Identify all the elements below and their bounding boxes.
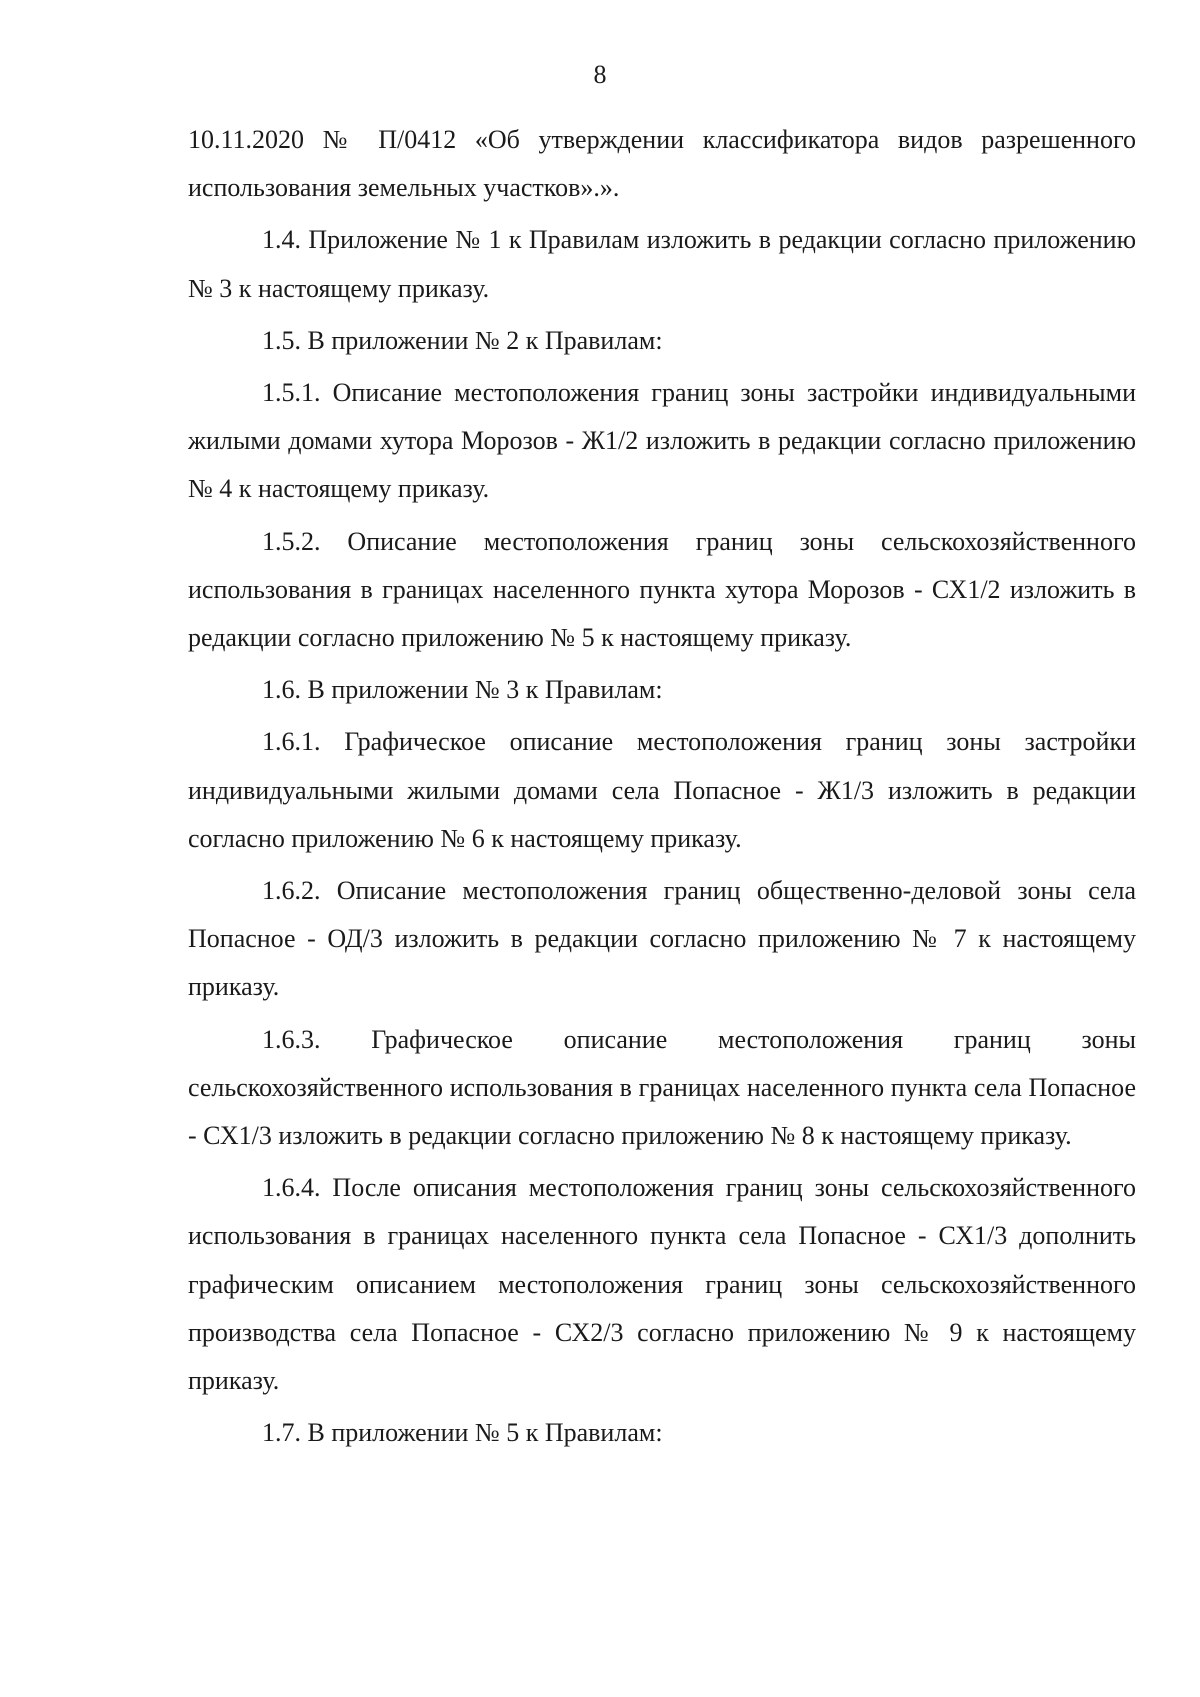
paragraph-1-6: 1.6. В приложении № 3 к Правилам: [262,675,663,705]
paragraph-continuation: 10.11.2020 № П/0412 «Об утверждении классификатора видов разрешенного использования земельных участков».». [188,125,1136,203]
paragraph-1-6-1: 1.6.1. Графическое описание местоположения границ зоны застройки индивидуальными жилыми домами села Попасное - Ж1/3 изложить в редакции согласно приложению № 6 к настоящему приказу. [188,727,1136,853]
page-number: 8 [593,60,607,89]
paragraph-1-5: 1.5. В приложении № 2 к Правилам: [262,325,663,355]
document-body [188,116,1136,1461]
paragraph-1-5-1: 1.5.1. Описание местоположения границ зоны застройки индивидуальными жилыми домами хутора Морозов - Ж1/2 изложить в редакции согласно приложению № 4 к настоящему приказу. [188,378,1136,504]
paragraph-1-6-2: 1.6.2. Описание местоположения границ общественно-деловой зоны села Попасное - ОД/3 изложить в редакции согласно приложению № 7 к настоящему приказу. [188,876,1136,1002]
paragraph-1-6-3: 1.6.3. Графическое описание местоположения границ зоны сельскохозяйственного использования в границах населенного пункта села Попасное - СХ1/3 изложить в редакции согласно приложению № 8 к настоящему приказу. [188,1024,1136,1151]
paragraph-1-4: 1.4. Приложение № 1 к Правилам изложить в редакции согласно приложению № 3 к настоящему приказу. [188,225,1136,303]
paragraph-1-7: 1.7. В приложении № 5 к Правилам: [262,1418,663,1448]
paragraph-1-5-2: 1.5.2. Описание местоположения границ зоны сельскохозяйственного использования в границах населенного пункта хутора Морозов - СХ1/2 изложить в редакции согласно приложению № 5 к настоящему приказу. [188,526,1136,653]
paragraph-1-6-4: 1.6.4. После описания местоположения границ зоны сельскохозяйственного использования в границах населенного пункта села Попасное - СХ1/3 дополнить графическим описанием местоположения границ зоны сельскохозяйственного производства села Попасное - СХ2/3 согласно приложению № 9 к настоящему приказу. [188,1173,1136,1396]
